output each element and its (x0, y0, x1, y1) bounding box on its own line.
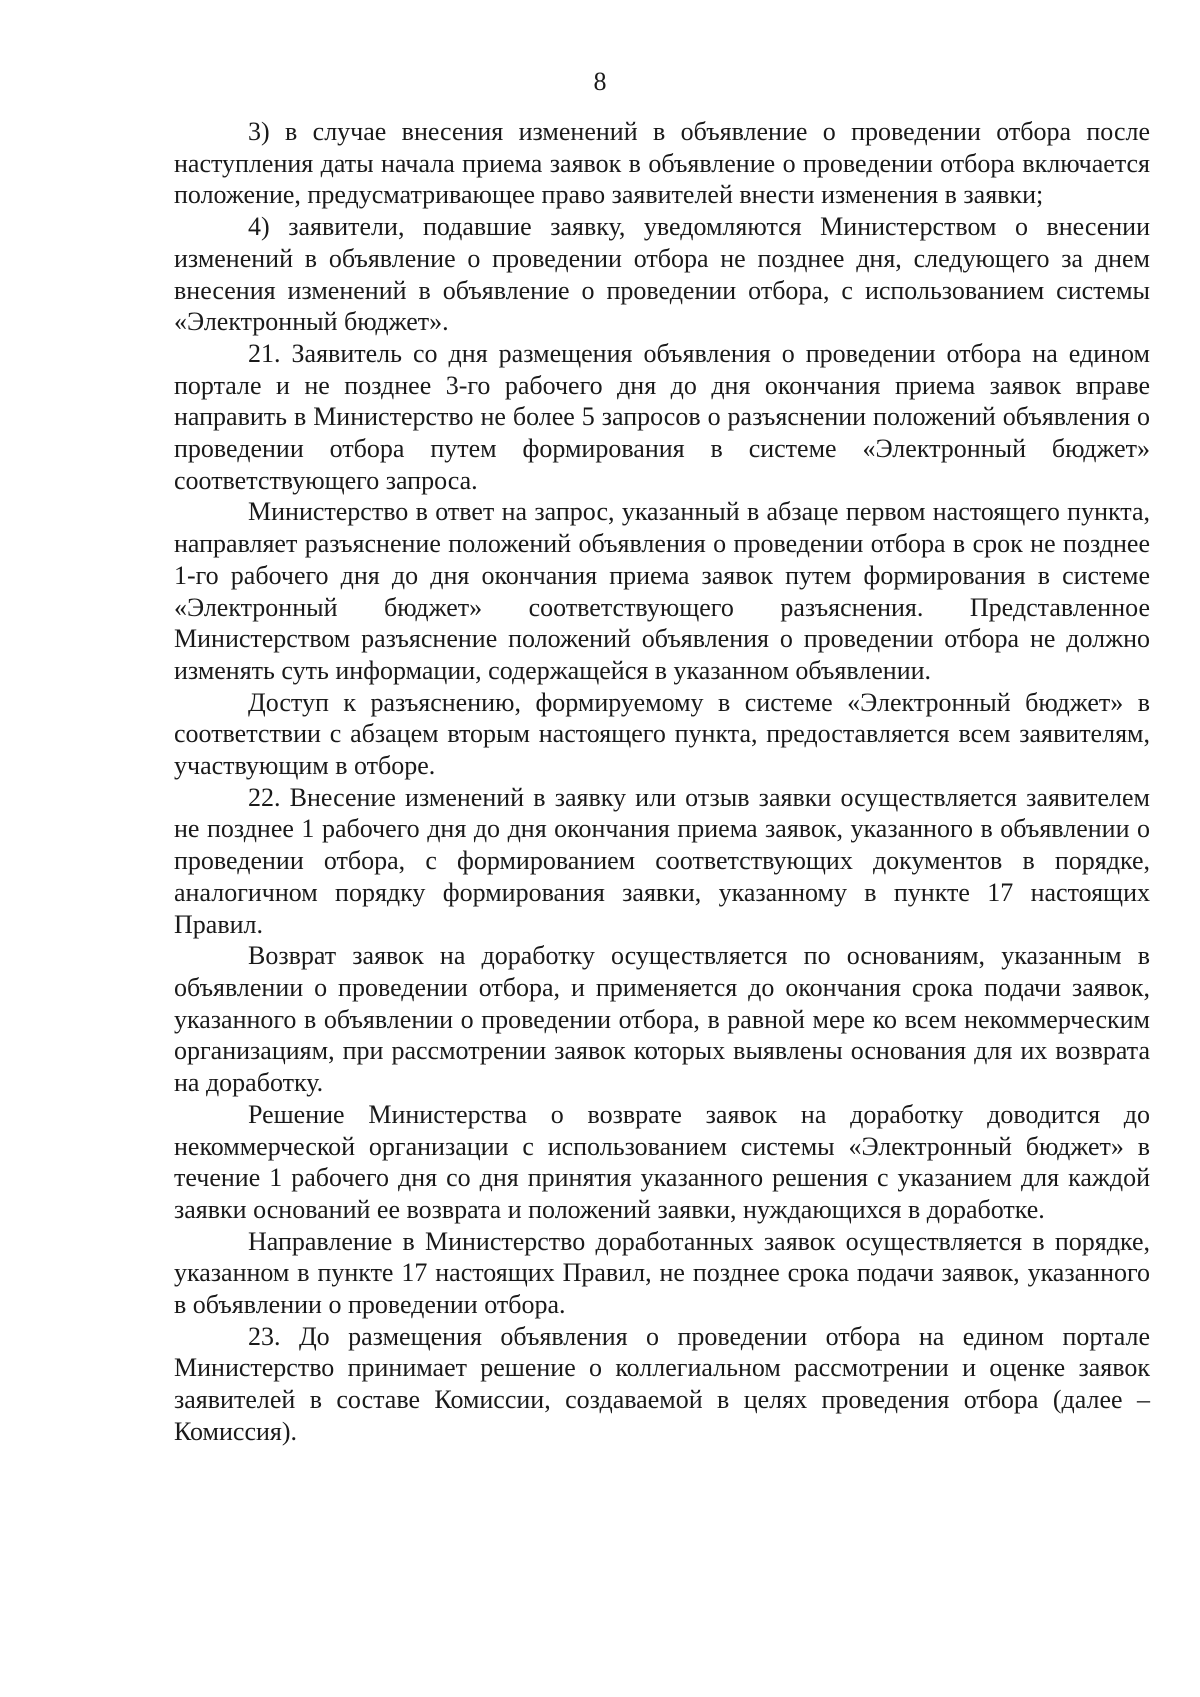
paragraph-item-4: 4) заявители, подавшие заявку, уведомляются Министерством о внесении изменений в объявление о проведении отбора не позднее дня, следующего за днем внесения изменений в объявление о проведении отбора, с использованием системы «Электронный бюджет». (174, 212, 1150, 337)
paragraph-clause-22-part-2: Возврат заявок на доработку осуществляется по основаниям, указанным в объявлении о проведении отбора, и применяется до окончания срока подачи заявок, указанного в объявлении о проведении отбора, в равной мере ко всем некоммерческим организациям, при рассмотрении заявок которых выявлены основания для их возврата на доработку. (174, 941, 1150, 1098)
document-body (174, 116, 1150, 1448)
paragraph-clause-21-part-2: Министерство в ответ на запрос, указанный в абзаце первом настоящего пункта, направляет разъяснение положений объявления о проведении отбора в срок не позднее 1-го рабочего дня до дня окончания приема заявок путем формирования в системе «Электронный бюджет» соответствующего разъяснения. Представленное Министерством разъяснение положений объявления о проведении отбора не должно изменять суть информации, содержащейся в указанном объявлении. (174, 497, 1150, 685)
paragraph-item-3: 3) в случае внесения изменений в объявление о проведении отбора после наступления даты начала приема заявок в объявление о проведении отбора включается положение, предусматривающее право заявителей внести изменения в заявки; (174, 117, 1150, 210)
paragraph-clause-23: 23. До размещения объявления о проведении отбора на едином портале Министерство принимает решение о коллегиальном рассмотрении и оценке заявок заявителей в составе Комиссии, создаваемой в целях проведения отбора (далее – Комиссия). (174, 1321, 1150, 1446)
paragraph-clause-22: 22. Внесение изменений в заявку или отзыв заявки осуществляется заявителем не позднее 1 рабочего дня до дня окончания приема заявок, указанного в объявлении о проведении отбора, с формированием соответствующих документов в порядке, аналогичном порядку формирования заявки, указанному в пункте 17 настоящих Правил. (174, 782, 1150, 939)
page-number: 8 (593, 67, 607, 96)
paragraph-clause-21-part-3: Доступ к разъяснению, формируемому в системе «Электронный бюджет» в соответствии с абзацем вторым настоящего пункта, предоставляется всем заявителям, участвующим в отборе. (174, 687, 1150, 781)
paragraph-clause-21: 21. Заявитель со дня размещения объявления о проведении отбора на едином портале и не позднее 3-го рабочего дня до дня окончания приема заявок вправе направить в Министерство не более 5 запросов о разъяснении положений объявления о проведении отбора путем формирования в системе «Электронный бюджет» соответствующего запроса. (174, 338, 1150, 495)
paragraph-clause-22-part-4: Направление в Министерство доработанных заявок осуществляется в порядке, указанном в пункте 17 настоящих Правил, не позднее срока подачи заявок, указанного в объявлении о проведении отбора. (174, 1226, 1150, 1320)
paragraph-clause-22-part-3: Решение Министерства о возврате заявок на доработку доводится до некоммерческой организации с использованием системы «Электронный бюджет» в течение 1 рабочего дня со дня принятия указанного решения с указанием для каждой заявки оснований ее возврата и положений заявки, нуждающихся в доработке. (174, 1099, 1150, 1224)
